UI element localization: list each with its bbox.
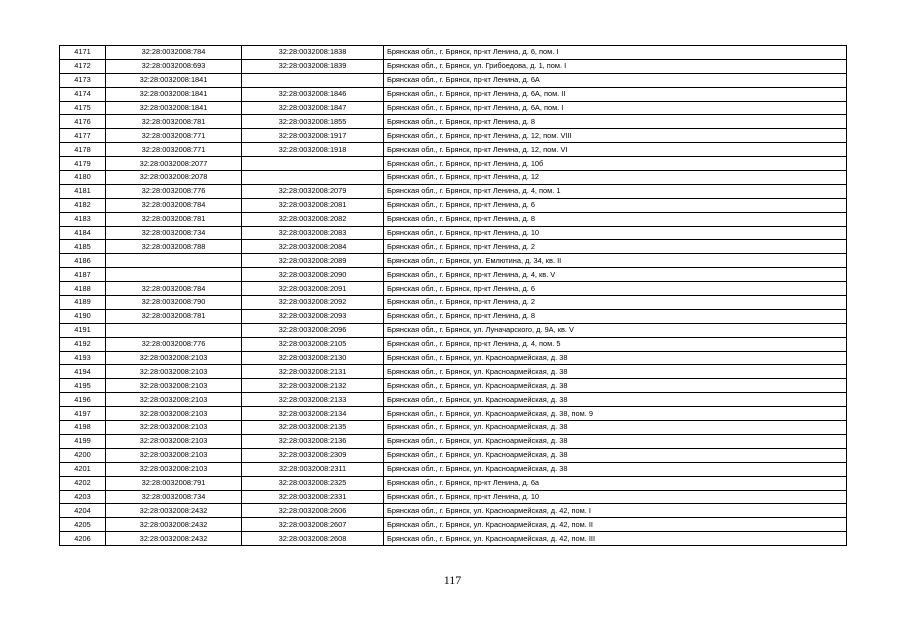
parent-cadastral-number-cell: 32:28:0032008:2078 <box>106 171 242 185</box>
parent-cadastral-number-cell: 32:28:0032008:2103 <box>106 421 242 435</box>
parent-cadastral-number-cell: 32:28:0032008:771 <box>106 143 242 157</box>
object-cadastral-number-cell: 32:28:0032008:1839 <box>242 59 384 73</box>
object-cadastral-number-cell <box>242 157 384 171</box>
table-row <box>60 87 847 101</box>
table-row <box>60 337 847 351</box>
address-cell: Брянская обл., г. Брянск, пр-кт Ленина, д. 2 <box>384 296 847 310</box>
row-number-cell: 4189 <box>60 296 106 310</box>
object-cadastral-number-cell: 32:28:0032008:2608 <box>242 532 384 546</box>
table-row <box>60 157 847 171</box>
row-number-cell: 4177 <box>60 129 106 143</box>
row-number-cell: 4193 <box>60 351 106 365</box>
address-cell: Брянская обл., г. Брянск, ул. Красноармейская, д. 38 <box>384 462 847 476</box>
address-cell: Брянская обл., г. Брянск, пр-кт Ленина, д. 8 <box>384 212 847 226</box>
object-cadastral-number-cell: 32:28:0032008:2130 <box>242 351 384 365</box>
row-number-cell: 4186 <box>60 254 106 268</box>
address-cell: Брянская обл., г. Брянск, ул. Луначарского, д. 9А, кв. V <box>384 323 847 337</box>
object-cadastral-number-cell: 32:28:0032008:2331 <box>242 490 384 504</box>
registry-table <box>59 45 847 546</box>
parent-cadastral-number-cell: 32:28:0032008:781 <box>106 309 242 323</box>
parent-cadastral-number-cell <box>106 254 242 268</box>
object-cadastral-number-cell: 32:28:0032008:2092 <box>242 296 384 310</box>
parent-cadastral-number-cell: 32:28:0032008:788 <box>106 240 242 254</box>
object-cadastral-number-cell: 32:28:0032008:2133 <box>242 393 384 407</box>
row-number-cell: 4188 <box>60 282 106 296</box>
address-cell: Брянская обл., г. Брянск, пр-кт Ленина, д. 4, пом. 1 <box>384 184 847 198</box>
object-cadastral-number-cell: 32:28:0032008:2309 <box>242 448 384 462</box>
address-cell: Брянская обл., г. Брянск, ул. Красноармейская, д. 38 <box>384 351 847 365</box>
table-row <box>60 184 847 198</box>
address-cell: Брянская обл., г. Брянск, ул. Красноармейская, д. 38 <box>384 421 847 435</box>
object-cadastral-number-cell: 32:28:0032008:2090 <box>242 268 384 282</box>
address-cell: Брянская обл., г. Брянск, ул. Емлютина, д. 34, кв. II <box>384 254 847 268</box>
row-number-cell: 4192 <box>60 337 106 351</box>
parent-cadastral-number-cell: 32:28:0032008:2432 <box>106 518 242 532</box>
parent-cadastral-number-cell <box>106 268 242 282</box>
row-number-cell: 4178 <box>60 143 106 157</box>
table-row <box>60 490 847 504</box>
table-row <box>60 282 847 296</box>
row-number-cell: 4184 <box>60 226 106 240</box>
object-cadastral-number-cell: 32:28:0032008:2093 <box>242 309 384 323</box>
row-number-cell: 4176 <box>60 115 106 129</box>
object-cadastral-number-cell: 32:28:0032008:1917 <box>242 129 384 143</box>
object-cadastral-number-cell: 32:28:0032008:2606 <box>242 504 384 518</box>
parent-cadastral-number-cell: 32:28:0032008:776 <box>106 337 242 351</box>
address-cell: Брянская обл., г. Брянск, пр-кт Ленина, д. 6А, пом. I <box>384 101 847 115</box>
parent-cadastral-number-cell: 32:28:0032008:2432 <box>106 504 242 518</box>
row-number-cell: 4194 <box>60 365 106 379</box>
object-cadastral-number-cell <box>242 73 384 87</box>
parent-cadastral-number-cell: 32:28:0032008:790 <box>106 296 242 310</box>
row-number-cell: 4181 <box>60 184 106 198</box>
page-number: 117 <box>443 573 462 587</box>
row-number-cell: 4206 <box>60 532 106 546</box>
address-cell: Брянская обл., г. Брянск, ул. Грибоедова, д. 1, пом. I <box>384 59 847 73</box>
address-cell: Брянская обл., г. Брянск, пр-кт Ленина, д. 2 <box>384 240 847 254</box>
parent-cadastral-number-cell: 32:28:0032008:2103 <box>106 434 242 448</box>
row-number-cell: 4187 <box>60 268 106 282</box>
table-row <box>60 212 847 226</box>
object-cadastral-number-cell: 32:28:0032008:2079 <box>242 184 384 198</box>
row-number-cell: 4179 <box>60 157 106 171</box>
object-cadastral-number-cell <box>242 171 384 185</box>
table-row <box>60 379 847 393</box>
address-cell: Брянская обл., г. Брянск, пр-кт Ленина, д. 12, пом. VI <box>384 143 847 157</box>
address-cell: Брянская обл., г. Брянск, пр-кт Ленина, д. 6 <box>384 198 847 212</box>
row-number-cell: 4191 <box>60 323 106 337</box>
parent-cadastral-number-cell: 32:28:0032008:781 <box>106 212 242 226</box>
address-cell: Брянская обл., г. Брянск, ул. Красноармейская, д. 42, пом. III <box>384 532 847 546</box>
row-number-cell: 4173 <box>60 73 106 87</box>
table-row <box>60 59 847 73</box>
address-cell: Брянская обл., г. Брянск, пр-кт Ленина, д. 6А <box>384 73 847 87</box>
table-row <box>60 46 847 60</box>
parent-cadastral-number-cell: 32:28:0032008:693 <box>106 59 242 73</box>
parent-cadastral-number-cell: 32:28:0032008:781 <box>106 115 242 129</box>
object-cadastral-number-cell: 32:28:0032008:2136 <box>242 434 384 448</box>
object-cadastral-number-cell: 32:28:0032008:2081 <box>242 198 384 212</box>
row-number-cell: 4174 <box>60 87 106 101</box>
parent-cadastral-number-cell: 32:28:0032008:2103 <box>106 379 242 393</box>
row-number-cell: 4185 <box>60 240 106 254</box>
address-cell: Брянская обл., г. Брянск, пр-кт Ленина, д. 8 <box>384 309 847 323</box>
parent-cadastral-number-cell: 32:28:0032008:784 <box>106 46 242 60</box>
object-cadastral-number-cell: 32:28:0032008:2083 <box>242 226 384 240</box>
parent-cadastral-number-cell: 32:28:0032008:791 <box>106 476 242 490</box>
row-number-cell: 4180 <box>60 171 106 185</box>
address-cell: Брянская обл., г. Брянск, пр-кт Ленина, д. 6 <box>384 282 847 296</box>
parent-cadastral-number-cell: 32:28:0032008:1841 <box>106 101 242 115</box>
parent-cadastral-number-cell: 32:28:0032008:1841 <box>106 87 242 101</box>
address-cell: Брянская обл., г. Брянск, пр-кт Ленина, д. 4, кв. V <box>384 268 847 282</box>
row-number-cell: 4171 <box>60 46 106 60</box>
address-cell: Брянская обл., г. Брянск, ул. Красноармейская, д. 42, пом. II <box>384 518 847 532</box>
row-number-cell: 4199 <box>60 434 106 448</box>
object-cadastral-number-cell: 32:28:0032008:1918 <box>242 143 384 157</box>
parent-cadastral-number-cell: 32:28:0032008:771 <box>106 129 242 143</box>
row-number-cell: 4190 <box>60 309 106 323</box>
table-row <box>60 407 847 421</box>
address-cell: Брянская обл., г. Брянск, пр-кт Ленина, д. 12, пом. VIII <box>384 129 847 143</box>
row-number-cell: 4205 <box>60 518 106 532</box>
address-cell: Брянская обл., г. Брянск, пр-кт Ленина, д. 10б <box>384 157 847 171</box>
row-number-cell: 4175 <box>60 101 106 115</box>
table-row <box>60 518 847 532</box>
parent-cadastral-number-cell: 32:28:0032008:2432 <box>106 532 242 546</box>
table-row <box>60 421 847 435</box>
table-row <box>60 129 847 143</box>
object-cadastral-number-cell: 32:28:0032008:1846 <box>242 87 384 101</box>
table-row <box>60 115 847 129</box>
object-cadastral-number-cell: 32:28:0032008:2089 <box>242 254 384 268</box>
table-row <box>60 323 847 337</box>
address-cell: Брянская обл., г. Брянск, пр-кт Ленина, д. 6А, пом. II <box>384 87 847 101</box>
object-cadastral-number-cell: 32:28:0032008:2096 <box>242 323 384 337</box>
object-cadastral-number-cell: 32:28:0032008:2607 <box>242 518 384 532</box>
table-row <box>60 462 847 476</box>
row-number-cell: 4202 <box>60 476 106 490</box>
address-cell: Брянская обл., г. Брянск, пр-кт Ленина, д. 6а <box>384 476 847 490</box>
object-cadastral-number-cell: 32:28:0032008:2135 <box>242 421 384 435</box>
row-number-cell: 4172 <box>60 59 106 73</box>
table-row <box>60 309 847 323</box>
parent-cadastral-number-cell: 32:28:0032008:2103 <box>106 407 242 421</box>
object-cadastral-number-cell: 32:28:0032008:2132 <box>242 379 384 393</box>
table-row <box>60 171 847 185</box>
address-cell: Брянская обл., г. Брянск, ул. Красноармейская, д. 38 <box>384 365 847 379</box>
address-cell: Брянская обл., г. Брянск, пр-кт Ленина, д. 6, пом. I <box>384 46 847 60</box>
object-cadastral-number-cell: 32:28:0032008:2091 <box>242 282 384 296</box>
parent-cadastral-number-cell: 32:28:0032008:776 <box>106 184 242 198</box>
parent-cadastral-number-cell: 32:28:0032008:2103 <box>106 365 242 379</box>
row-number-cell: 4201 <box>60 462 106 476</box>
table-row <box>60 448 847 462</box>
table-row <box>60 504 847 518</box>
parent-cadastral-number-cell: 32:28:0032008:2103 <box>106 393 242 407</box>
address-cell: Брянская обл., г. Брянск, ул. Красноармейская, д. 38 <box>384 448 847 462</box>
row-number-cell: 4183 <box>60 212 106 226</box>
address-cell: Брянская обл., г. Брянск, ул. Красноармейская, д. 38 <box>384 379 847 393</box>
table-row <box>60 351 847 365</box>
parent-cadastral-number-cell: 32:28:0032008:734 <box>106 226 242 240</box>
row-number-cell: 4197 <box>60 407 106 421</box>
address-cell: Брянская обл., г. Брянск, ул. Красноармейская, д. 42, пом. I <box>384 504 847 518</box>
table-row <box>60 254 847 268</box>
address-cell: Брянская обл., г. Брянск, пр-кт Ленина, д. 8 <box>384 115 847 129</box>
address-cell: Брянская обл., г. Брянск, ул. Красноармейская, д. 38 <box>384 434 847 448</box>
address-cell: Брянская обл., г. Брянск, пр-кт Ленина, д. 10 <box>384 490 847 504</box>
row-number-cell: 4182 <box>60 198 106 212</box>
row-number-cell: 4198 <box>60 421 106 435</box>
object-cadastral-number-cell: 32:28:0032008:2134 <box>242 407 384 421</box>
table-row <box>60 434 847 448</box>
row-number-cell: 4203 <box>60 490 106 504</box>
parent-cadastral-number-cell <box>106 323 242 337</box>
row-number-cell: 4196 <box>60 393 106 407</box>
row-number-cell: 4195 <box>60 379 106 393</box>
table-row <box>60 476 847 490</box>
parent-cadastral-number-cell: 32:28:0032008:2103 <box>106 462 242 476</box>
parent-cadastral-number-cell: 32:28:0032008:784 <box>106 198 242 212</box>
table-row <box>60 226 847 240</box>
address-cell: Брянская обл., г. Брянск, пр-кт Ленина, д. 10 <box>384 226 847 240</box>
parent-cadastral-number-cell: 32:28:0032008:1841 <box>106 73 242 87</box>
table-row <box>60 393 847 407</box>
object-cadastral-number-cell: 32:28:0032008:2311 <box>242 462 384 476</box>
table-row <box>60 365 847 379</box>
address-cell: Брянская обл., г. Брянск, пр-кт Ленина, д. 4, пом. 5 <box>384 337 847 351</box>
parent-cadastral-number-cell: 32:28:0032008:784 <box>106 282 242 296</box>
table-row <box>60 101 847 115</box>
object-cadastral-number-cell: 32:28:0032008:1838 <box>242 46 384 60</box>
object-cadastral-number-cell: 32:28:0032008:2131 <box>242 365 384 379</box>
address-cell: Брянская обл., г. Брянск, ул. Красноармейская, д. 38, пом. 9 <box>384 407 847 421</box>
row-number-cell: 4200 <box>60 448 106 462</box>
table-row <box>60 240 847 254</box>
table-row <box>60 143 847 157</box>
object-cadastral-number-cell: 32:28:0032008:2325 <box>242 476 384 490</box>
parent-cadastral-number-cell: 32:28:0032008:734 <box>106 490 242 504</box>
parent-cadastral-number-cell: 32:28:0032008:2103 <box>106 448 242 462</box>
table-row <box>60 198 847 212</box>
address-cell: Брянская обл., г. Брянск, ул. Красноармейская, д. 38 <box>384 393 847 407</box>
object-cadastral-number-cell: 32:28:0032008:2084 <box>242 240 384 254</box>
row-number-cell: 4204 <box>60 504 106 518</box>
address-cell: Брянская обл., г. Брянск, пр-кт Ленина, д. 12 <box>384 171 847 185</box>
parent-cadastral-number-cell: 32:28:0032008:2103 <box>106 351 242 365</box>
table-row <box>60 296 847 310</box>
table-row <box>60 268 847 282</box>
table-row <box>60 73 847 87</box>
parent-cadastral-number-cell: 32:28:0032008:2077 <box>106 157 242 171</box>
registry-table-body <box>60 46 847 546</box>
table-row <box>60 532 847 546</box>
object-cadastral-number-cell: 32:28:0032008:2082 <box>242 212 384 226</box>
object-cadastral-number-cell: 32:28:0032008:1847 <box>242 101 384 115</box>
object-cadastral-number-cell: 32:28:0032008:1855 <box>242 115 384 129</box>
object-cadastral-number-cell: 32:28:0032008:2105 <box>242 337 384 351</box>
